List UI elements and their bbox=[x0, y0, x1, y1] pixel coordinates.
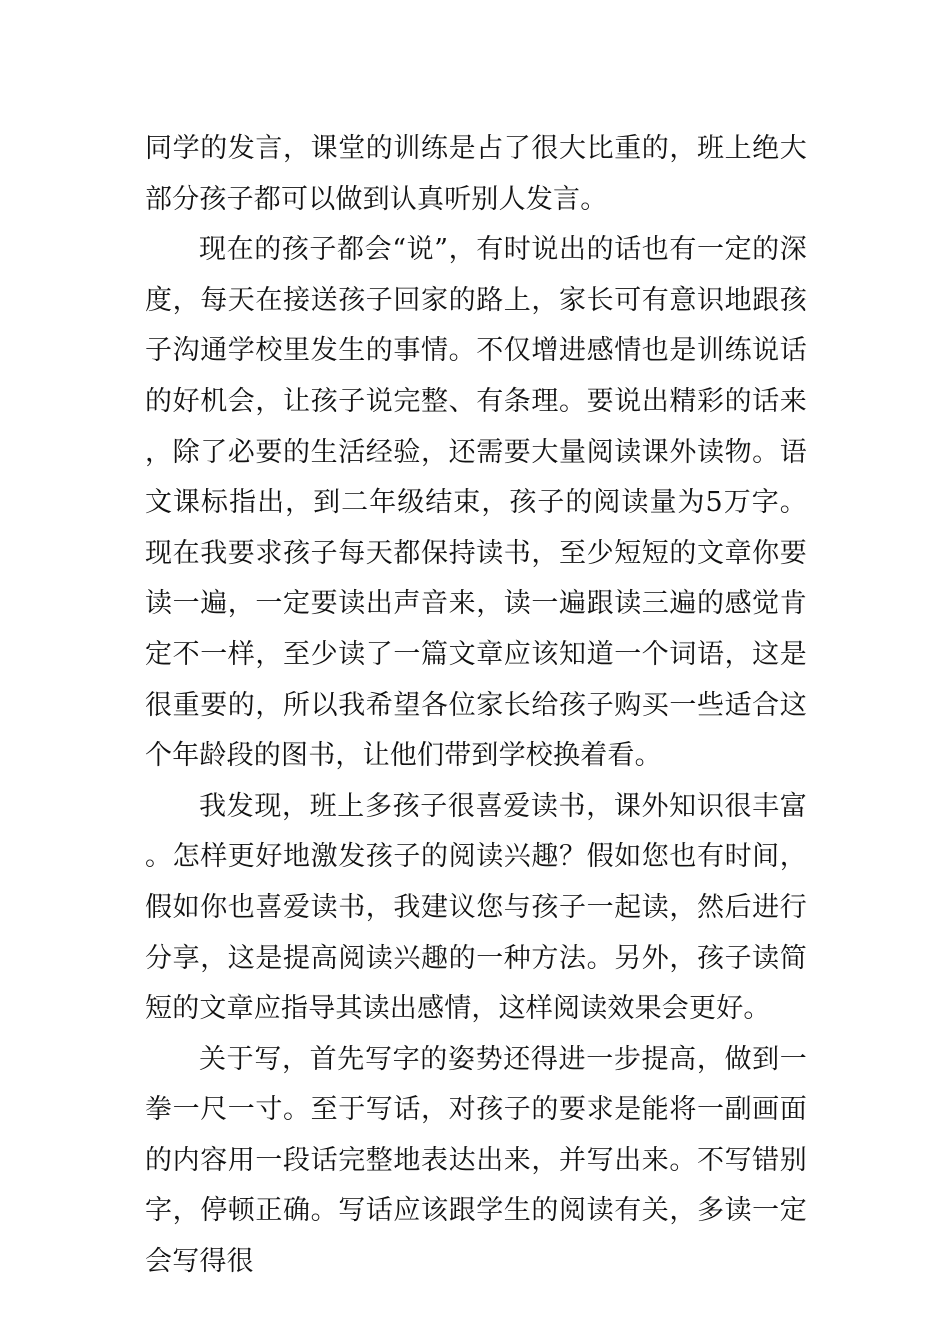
document-body bbox=[145, 124, 807, 1288]
paragraph-2: 现在的孩子都会“说”，有时说出的话也有一定的深度，每天在接送孩子回家的路上，家长可有意识地跟孩子沟通学校里发生的事情。不仅增进感情也是训练说话的好机会，让孩子说完整、有条理。要说出精彩的话来，除了必要的生活经验，还需要大量阅读课外读物。语文课标指出，到二年级结束，孩子的阅读量为5万字。现在我要求孩子每天都保持读书，至少短短的文章你要读一遍，一定要读出声音来，读一遍跟读三遍的感觉肯定不一样，至少读了一篇文章应该知道一个词语，这是很重要的，所以我希望各位家长给孩子购买一些适合这个年龄段的图书，让他们带到学校换着看。 bbox=[145, 234, 807, 772]
paragraph-3: 我发现，班上多孩子很喜爱读书，课外知识很丰富。怎样更好地激发孩子的阅读兴趣？假如您也有时间，假如你也喜爱读书，我建议您与孩子一起读，然后进行分享，这是提高阅读兴趣的一种方法。另外，孩子读简短的文章应指导其读出感情，这样阅读效果会更好。 bbox=[145, 790, 807, 1025]
paragraph-4: 关于写，首先写字的姿势还得进一步提高，做到一拳一尺一寸。至于写话，对孩子的要求是能将一副画面的内容用一段话完整地表达出来，并写出来。不写错别字，停顿正确。写话应该跟学生的阅读有关，多读一定会写得很 bbox=[145, 1043, 807, 1278]
paragraph-1: 同学的发言，课堂的训练是占了很大比重的，班上绝大部分孩子都可以做到认真听别人发言。 bbox=[145, 133, 807, 215]
